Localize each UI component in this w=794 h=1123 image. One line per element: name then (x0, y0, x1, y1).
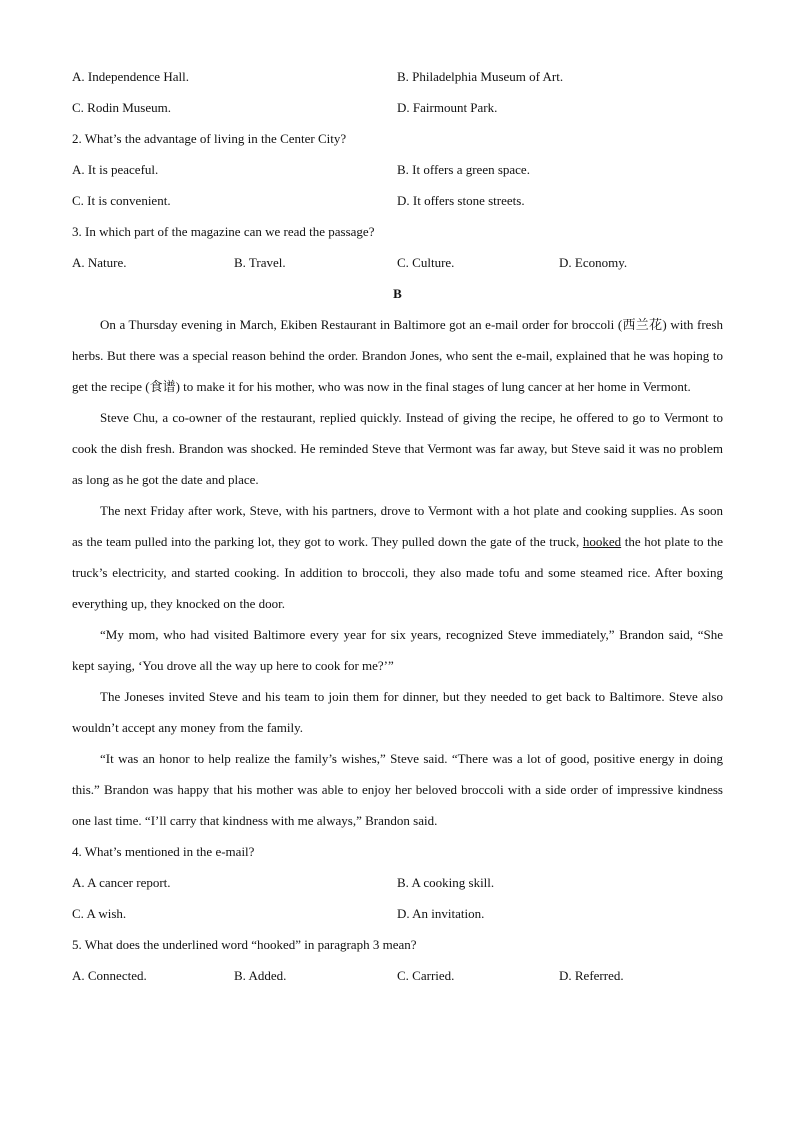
q2-option-b: B. It offers a green space. (397, 162, 530, 177)
q4-option-b: B. A cooking skill. (397, 875, 495, 890)
q3-option-a: A. Nature. (72, 255, 127, 270)
q3-stem: 3. In which part of the magazine can we read the passage? (72, 224, 375, 239)
q3-options-row (72, 247, 723, 278)
q2-options-row-1 (72, 154, 723, 185)
q1-option-c: C. Rodin Museum. (72, 100, 171, 115)
q4-option-c: C. A wish. (72, 906, 127, 921)
q1-option-a: A. Independence Hall. (72, 69, 189, 84)
paragraph-3-text-before: The next Friday after work, Steve, with his partners, drove to Vermont with a hot plate and cooking supplies. As soon as the team pulled into the parking lot, they got to work. They pulled down the gate of the truck, (72, 503, 723, 549)
q5-stem: 5. What does the underlined word “hooked” in paragraph 3 mean? (72, 937, 417, 952)
q2-option-a: A. It is peaceful. (72, 162, 159, 177)
underlined-word-hooked: hooked (582, 534, 622, 549)
passage-paragraph-6: “It was an honor to help realize the family’s wishes,” Steve said. “There was a lot of good, positive energy in doing this.” Brandon was happy that his mother was able to enjoy her beloved broccoli with a side order of impressive kindness one last time. “I’ll carry that kindness with me always,” Brandon said. (72, 751, 723, 828)
q5-option-c: C. Carried. (397, 968, 455, 983)
q4-options-row-1 (72, 867, 723, 898)
q1-options-row-2 (72, 92, 723, 123)
q2-options-row-2 (72, 185, 723, 216)
q2-stem: 2. What’s the advantage of living in the Center City? (72, 131, 347, 146)
q4-stem: 4. What’s mentioned in the e-mail? (72, 844, 255, 859)
q5-options-row (72, 960, 723, 991)
passage-paragraph-5: The Joneses invited Steve and his team to join them for dinner, but they needed to get back to Baltimore. Steve also wouldn’t accept any money from the family. (72, 689, 723, 735)
q5-option-b: B. Added. (234, 968, 287, 983)
passage-paragraph-3 (72, 495, 723, 619)
q1-option-d: D. Fairmount Park. (397, 100, 498, 115)
q4-option-a: A. A cancer report. (72, 875, 171, 890)
q3-option-c: C. Culture. (397, 255, 455, 270)
q2-option-d: D. It offers stone streets. (397, 193, 525, 208)
q5-option-a: A. Connected. (72, 968, 147, 983)
q4-options-row-2 (72, 898, 723, 929)
q4-option-d: D. An invitation. (397, 906, 485, 921)
section-heading: B (393, 286, 402, 301)
exam-page (72, 61, 723, 991)
q3-option-d: D. Economy. (559, 255, 628, 270)
passage-paragraph-1: On a Thursday evening in March, Ekiben Restaurant in Baltimore got an e-mail order for broccoli (西兰花) with fresh herbs. But there was a special reason behind the order. Brandon Jones, who sent the e-mail, explained that he was hoping to get the recipe (食谱) to make it for his mother, who was now in the final stages of lung cancer at her home in Vermont. (72, 317, 723, 394)
q5-option-d: D. Referred. (559, 968, 624, 983)
q3-option-b: B. Travel. (234, 255, 286, 270)
q1-option-b: B. Philadelphia Museum of Art. (397, 69, 564, 84)
paragraph-3-text-after: the hot plate to the truck’s electricity, and started cooking. In addition to broccoli, they also made tofu and some steamed rice. After boxing everything up, they knocked on the door. (72, 534, 723, 611)
q2-option-c: C. It is convenient. (72, 193, 171, 208)
passage-paragraph-2: Steve Chu, a co-owner of the restaurant, replied quickly. Instead of giving the recipe, he offered to go to Vermont to cook the dish fresh. Brandon was shocked. He reminded Steve that Vermont was far away, but Steve said it was no problem as long as he got the date and place. (72, 410, 723, 487)
passage-paragraph-4: “My mom, who had visited Baltimore every year for six years, recognized Steve immediately,” Brandon said, “She kept saying, ‘You drove all the way up here to cook for me?’” (72, 627, 723, 673)
q1-options-row-1 (72, 61, 723, 92)
